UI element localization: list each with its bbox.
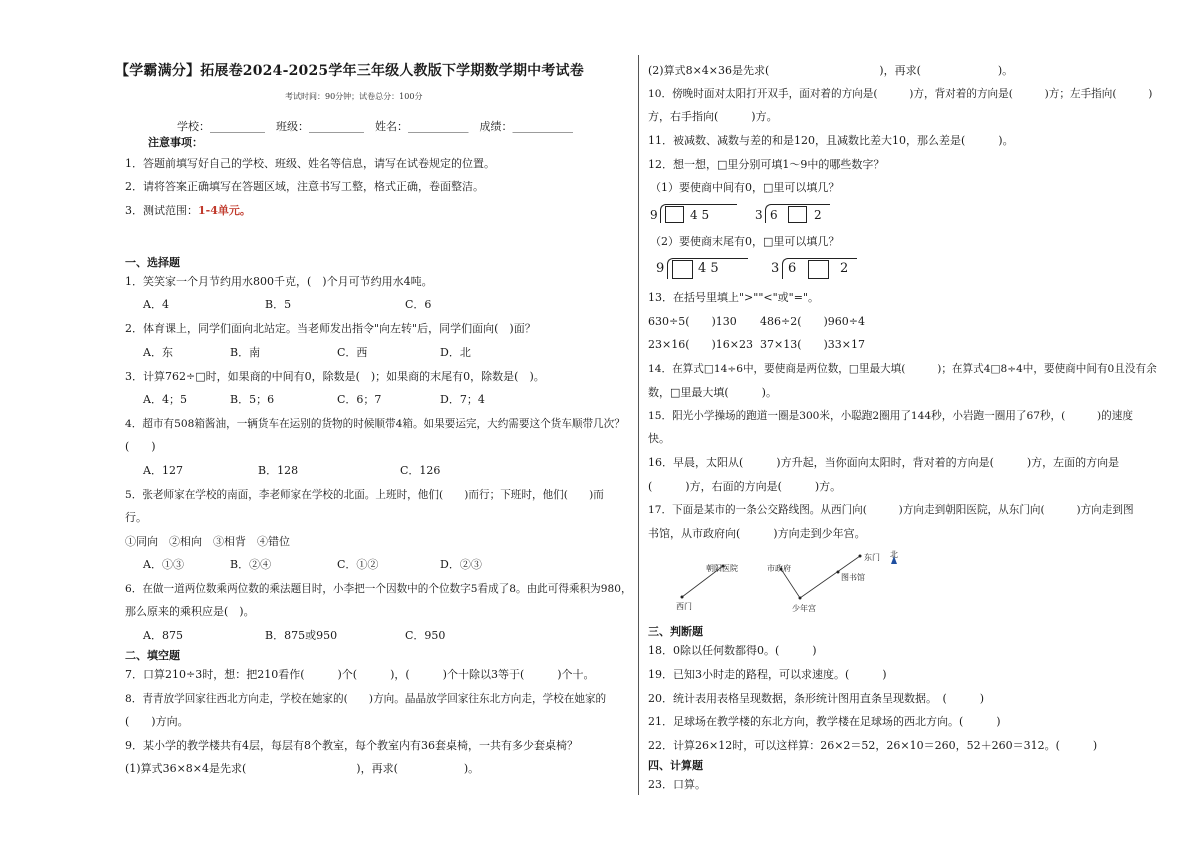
question-4-line-1: 4．超市有508箱酱油，一辆货车在运别的货物的时候顺带4箱。如果要运完，大约需要这个货车顺带几次？	[125, 418, 625, 430]
q5-option-c: C．①②	[337, 558, 379, 571]
q5-items: ①同向 ②相向 ③相背 ④错位	[125, 535, 290, 548]
q5-option-a: A．①③	[143, 558, 184, 571]
q3-option-b: B．5；6	[230, 393, 275, 406]
notice-2: 2．请将答案正确填写在答题区域，注意书写工整，格式正确，卷面整洁。	[125, 180, 484, 193]
question-17-line-2: 书馆，从市政府向( )方向走到少年宫。	[648, 527, 866, 540]
question-15-line-2: 快。	[648, 432, 670, 445]
q13-expr-3: 23×16( )16×23	[648, 338, 754, 351]
question-21: 21．足球场在教学楼的东北方向，教学楼在足球场的西北方向。( )	[648, 715, 1001, 728]
q3-option-d: D．7；4	[440, 393, 485, 406]
q4-option-c: C．126	[400, 464, 441, 477]
q2-option-d: D．北	[440, 346, 471, 359]
question-14-line-2: 数，□里最大填( )。	[648, 386, 777, 399]
divisor: 3	[755, 208, 763, 222]
question-11: 11．被减数、减数与差的和是120，且减数比差大10，那么差是( )。	[648, 134, 1014, 147]
question-23: 23．口算。	[648, 778, 706, 791]
exam-info: 考试时间：90分钟；试卷总分：100分	[285, 92, 423, 101]
question-16-line-1: 16．早晨，太阳从( )方升起，当你面向太阳时，背对着的方向是( )方，左面的方向是	[648, 456, 1120, 469]
dividend-digits: 4 5	[698, 261, 719, 276]
q4-option-b: B．128	[258, 464, 299, 477]
question-8-line-1: 8．青青放学回家往西北方向走，学校在她家的( )方向。晶晶放学回家往东北方向走，学校在她家的	[125, 693, 607, 705]
question-6-line-2: 那么原来的乘积应是( )。	[125, 605, 255, 618]
notice-1: 1．答题前填写好自己的学校、班级、姓名等信息，请写在试卷规定的位置。	[125, 157, 495, 170]
divisor: 3	[771, 261, 780, 276]
dividend-last-digit: 2	[840, 261, 849, 276]
section-1-title: 一、选择题	[125, 256, 180, 269]
question-18: 18．0除以任何数都得0。( )	[648, 644, 817, 657]
column-divider	[638, 55, 639, 795]
question-14-line-1: 14．在算式□14÷6中，要使商是两位数，□里最大填( )；在算式4□8÷4中，要使商中间有0且没有余	[648, 363, 1157, 375]
divisor: 9	[656, 261, 665, 276]
question-22: 22．计算26×12时，可以这样算：26×2＝52，26×10＝260，52＋260＝312。( )	[648, 739, 1098, 752]
question-9: 9．某小学的教学楼共有4层，每层有8个教室，每个教室内有36套桌椅，一共有多少套桌椅？	[125, 739, 578, 752]
q13-expr-2: 486÷2( )960÷4	[760, 315, 866, 328]
section-2-title: 二、填空题	[125, 649, 180, 662]
blank-box[interactable]	[808, 260, 829, 279]
q5-option-d: D．②③	[440, 558, 482, 571]
page-title: 【学霸满分】拓展卷2024-2025学年三年级人教版下学期数学期中考试卷	[115, 63, 584, 79]
question-4-line-2: ( )	[125, 440, 156, 453]
question-10-line-2: 方，右手指向( )方。	[648, 110, 778, 123]
q6-option-a: A．875	[143, 629, 183, 642]
label-east-gate: 东门	[864, 553, 880, 562]
question-7: 7．口算210÷3时，想：把210看作( )个( )，( )个十除以3等于( )个十。	[125, 668, 595, 681]
label-north: 北	[890, 550, 898, 559]
divisor: 9	[650, 208, 658, 222]
label-youth: 少年宫	[792, 604, 816, 613]
q1-option-b: B．5	[265, 298, 292, 311]
q2-option-a: A．东	[143, 346, 173, 359]
blank-box[interactable]	[672, 260, 693, 279]
student-info-fields: 学校：__________ 班级：__________ 姓名：___________ 成绩：___________	[177, 120, 573, 133]
section-3-title: 三、判断题	[648, 625, 703, 638]
blank-box[interactable]	[788, 206, 807, 223]
q6-option-c: C．950	[405, 629, 446, 642]
question-12: 12．想一想，□里分别可填1～9中的哪些数字？	[648, 158, 885, 171]
question-5-line-1: 5．张老师家在学校的南面，李老师家在学校的北面。上班时，他们( )而行；下班时，他们( )而	[125, 489, 604, 501]
question-12-1: （1）要使商中间有0，□里可以填几？	[650, 181, 840, 194]
question-17-line-1: 17．下面是某市的一条公交路线图。从西门向( )方向走到朝阳医院，从东门向( )方向走到图	[648, 504, 1134, 516]
question-9-2: (2)算式8×4×36是先求( )，再求( )。	[648, 64, 1014, 77]
q3-option-c: C．6；7	[337, 393, 382, 406]
q1-option-c: C．6	[405, 298, 432, 311]
bus-route-map	[668, 548, 918, 618]
notice-3-label: 3．测试范围：	[125, 204, 198, 217]
q13-expr-1: 630÷5( )130	[648, 315, 737, 328]
notice-3	[125, 204, 251, 218]
dividend-first-digit: 6	[788, 261, 797, 276]
question-16-line-2: ( )方，右面的方向是( )方。	[648, 480, 842, 493]
question-9-1: (1)算式36×8×4是先求( )，再求( )。	[125, 762, 480, 775]
q1-option-a: A．4	[143, 298, 169, 311]
scope-value: 1-4单元。	[198, 204, 251, 217]
q5-option-b: B．②④	[230, 558, 272, 571]
question-19: 19．已知3小时走的路程，可以求速度。( )	[648, 668, 887, 681]
notice-title: 注意事项：	[148, 136, 203, 149]
question-6-line-1: 6．在做一道两位数乘两位数的乘法题目时，小李把一个因数中的个位数字5看成了8。由此可得乘积为980，	[125, 583, 632, 595]
question-20: 20．统计表用表格呈现数据，条形统计图用直条呈现数据。 ( )	[648, 692, 985, 705]
dividend-last-digit: 2	[814, 208, 822, 222]
dividend-digits: 4 5	[690, 208, 710, 222]
q2-option-c: C．西	[337, 346, 368, 359]
section-4-title: 四、计算题	[648, 759, 703, 772]
question-10-line-1: 10．傍晚时面对太阳打开双手，面对着的方向是( )方，背对着的方向是( )方；左手指向( )	[648, 88, 1153, 100]
question-1: 1．笑笑家一个月节约用水800千克，( )个月可节约用水4吨。	[125, 275, 433, 288]
question-8-line-2: ( )方向。	[125, 715, 189, 728]
q3-option-a: A．4；5	[143, 393, 187, 406]
q4-option-a: A．127	[143, 464, 183, 477]
question-2: 2．体育课上，同学们面向北站定。当老师发出指令"向左转"后，同学们面向( )面？	[125, 322, 536, 335]
question-13: 13．在括号里填上">""<"或"="。	[648, 291, 820, 304]
question-12-2: （2）要使商末尾有0，□里可以填几？	[650, 235, 840, 248]
dividend-first-digit: 6	[770, 208, 778, 222]
q13-expr-4: 37×13( )33×17	[760, 338, 866, 351]
label-library: 图书馆	[841, 573, 865, 582]
label-west-gate: 西门	[676, 602, 692, 611]
question-3: 3．计算762÷□时，如果商的中间有0，除数是( )；如果商的末尾有0，除数是( )。	[125, 370, 545, 383]
question-5-line-2: 行。	[125, 511, 147, 524]
q6-option-b: B．875或950	[265, 629, 338, 642]
blank-box[interactable]	[665, 206, 684, 223]
question-15-line-1: 15．阳光小学操场的跑道一圈是300米，小聪跑2圈用了144秒，小岩跑一圈用了67秒，( )的速度	[648, 410, 1133, 422]
q2-option-b: B．南	[230, 346, 261, 359]
label-gov: 市政府	[767, 564, 791, 573]
label-hospital: 朝阳医院	[706, 564, 738, 573]
